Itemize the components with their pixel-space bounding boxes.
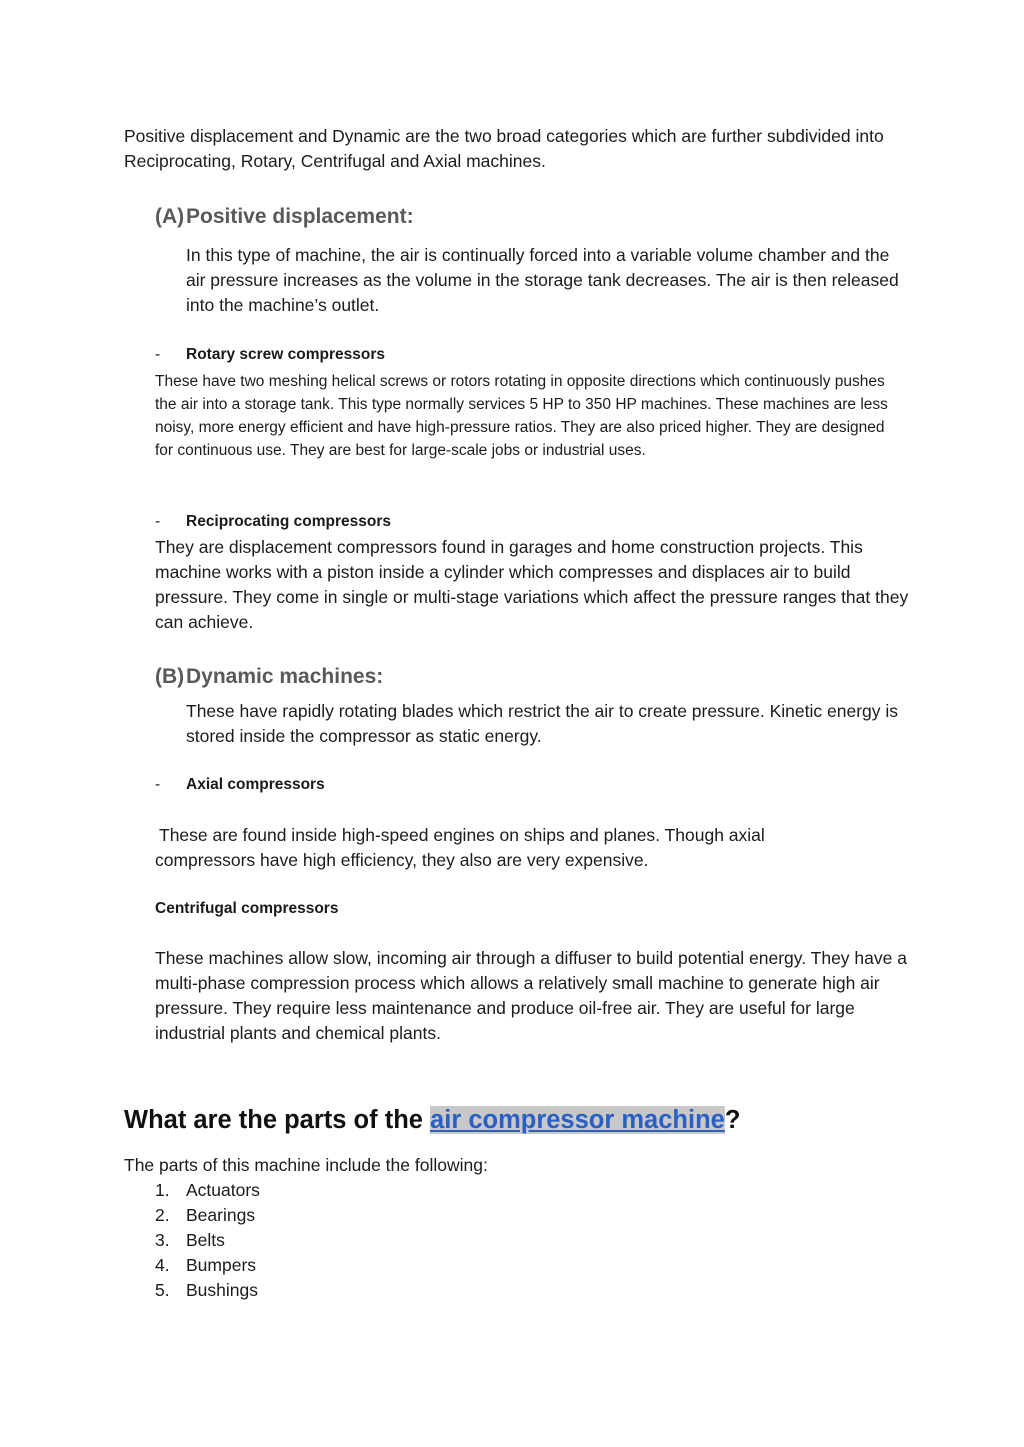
- list-item: [155, 1278, 555, 1303]
- rotary-heading: [155, 344, 855, 366]
- list-item-label: Bushings: [186, 1280, 258, 1300]
- reciprocating-text: They are displacement compressors found in garages and home construction projects. This machine works with a piston inside a cylinder which compresses and displaces air to build pressure. They come in single or multi-stage variations which affect the pressure ranges that they can achieve.: [155, 537, 909, 632]
- list-item-label: Belts: [186, 1230, 225, 1250]
- air-compressor-machine-link[interactable]: air compressor machine: [430, 1106, 725, 1134]
- section-a-marker: (A): [155, 205, 185, 228]
- centrifugal-text: These machines allow slow, incoming air through a diffuser to build potential energy. They have a multi-phase compression process which allows a relatively small machine to generate high air pressure. They require less maintenance and produce oil-free air. They are useful for large industrial plants and chemical plants.: [155, 948, 907, 1043]
- list-item-number: 3.: [155, 1230, 170, 1250]
- axial-heading: [155, 774, 855, 796]
- parts-heading-question-mark: ?: [724, 1106, 741, 1134]
- list-item-label: Actuators: [186, 1180, 260, 1200]
- list-item-number: 2.: [155, 1205, 170, 1225]
- list-item-number: 1.: [155, 1180, 170, 1200]
- list-item: [155, 1253, 555, 1278]
- section-b-title: Dynamic machines:: [186, 665, 384, 688]
- section-b-heading: [155, 663, 855, 691]
- section-a-heading: [155, 203, 855, 231]
- parts-list: [155, 1178, 555, 1303]
- list-item: [155, 1228, 555, 1253]
- centrifugal-heading: [155, 898, 855, 920]
- list-item: [155, 1178, 555, 1203]
- reciprocating-heading: [155, 511, 855, 533]
- centrifugal-title: Centrifugal compressors: [155, 900, 339, 917]
- intro-paragraph: Positive displacement and Dynamic are the two broad categories which are further subdivided into Reciprocating, Rotary, Centrifugal and Axial machines.: [124, 126, 884, 171]
- parts-heading: [124, 1103, 924, 1137]
- parts-heading-text: What are the parts of the: [124, 1106, 431, 1134]
- rotary-title: Rotary screw compressors: [186, 346, 386, 363]
- rotary-bullet: -: [155, 346, 161, 363]
- section-a-description: In this type of machine, the air is continually forced into a variable volume chamber and the air pressure increases as the volume in the storage tank decreases. The air is then released into the machine’s outlet.: [186, 245, 899, 315]
- section-a-title: Positive displacement:: [186, 205, 414, 228]
- list-item: [155, 1203, 555, 1228]
- reciprocating-title: Reciprocating compressors: [186, 513, 392, 530]
- axial-title: Axial compressors: [186, 776, 325, 793]
- list-item-number: 4.: [155, 1255, 170, 1275]
- list-item-label: Bearings: [186, 1205, 256, 1225]
- section-b-marker: (B): [155, 665, 185, 688]
- list-item-label: Bumpers: [186, 1255, 257, 1275]
- reciprocating-bullet: -: [155, 513, 161, 530]
- rotary-text: These have two meshing helical screws or rotors rotating in opposite directions which continuously pushes the air into a storage tank. This type normally services 5 HP to 350 HP machines. These machines are less noisy, more energy efficient and have high-pressure ratios. They are also priced higher. They are designed for continuous use. They are best for large-scale jobs or industrial uses.: [155, 373, 888, 459]
- axial-bullet: -: [155, 776, 161, 793]
- section-b-description: These have rapidly rotating blades which restrict the air to create pressure. Kinetic energy is stored inside the compressor as static energy.: [186, 701, 899, 746]
- parts-intro: The parts of this machine include the following:: [124, 1155, 488, 1175]
- list-item-number: 5.: [155, 1280, 170, 1300]
- axial-text: These are found inside high-speed engines on ships and planes. Though axial compressors have high efficiency, they also are very expensive.: [155, 825, 765, 870]
